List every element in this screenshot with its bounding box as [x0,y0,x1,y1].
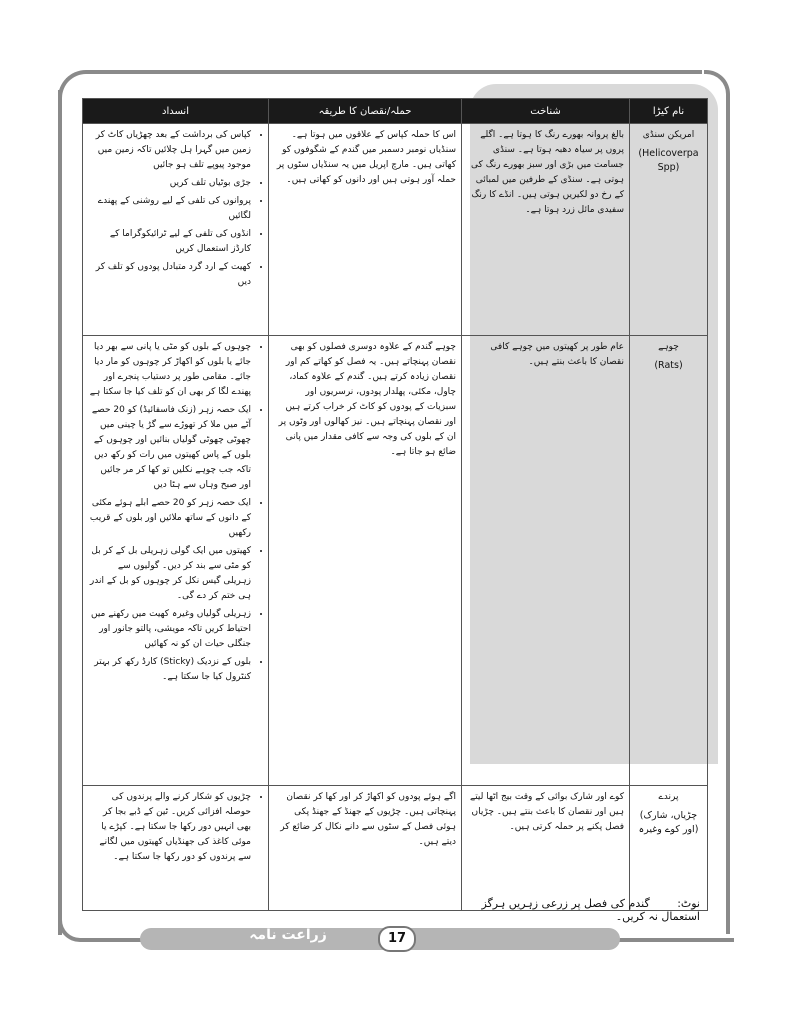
table-row [83,124,708,336]
header-identification: شناخت [462,99,630,124]
page-frame-left [58,90,68,935]
table-header-row [83,99,708,124]
pest-name: چوہے [658,342,679,352]
pest-name-cell [630,786,708,911]
page-number: 17 [378,926,416,952]
header-damage: حملہ/نقصان کا طریقہ [269,99,462,124]
list-item: • زہریلی گولیاں وغیرہ کھیت میں رکھنے میں احتیاط کریں تاکہ مویشی، پالتو جانور اور جنگلی حیات ان کو نہ کھائیں [88,607,251,652]
damage-cell: اگے ہوئے پودوں کو اکھاڑ کر اور کھا کر نقصان پہنچاتی ہیں۔ چڑیوں کے جھنڈ کے جھنڈ پکی ہوئی فصل کے سٹوں سے دانے نکال کر ضائع کر دیتے ہیں۔ [269,786,462,911]
pest-name-cell [630,124,708,336]
magazine-title: زراعت نامہ [249,927,327,943]
table-row [83,786,708,911]
list-item: • کھیتوں میں ایک گولی زہریلی بل کے کر بل کو مٹی سے بند کر دیں۔ گولیوں سے زہریلی گیس نکل کر چوہوں کو بل کے اندر ہی ختم کر دے گی۔ [88,544,251,604]
list-item: • پروانوں کی تلفی کے لیے روشنی کے پھندے لگائیں [88,194,251,224]
header-pest-name: نام کیڑا [630,99,708,124]
footnote-label: نوٹ: [677,897,700,910]
list-item: • کپاس کی برداشت کے بعد چھڑیاں کاٹ کر زمین میں گہرا ہل چلائیں تاکہ زمین میں موجود پیوپے تلف ہو جائیں [88,128,251,173]
control-cell [83,786,269,911]
control-list [88,790,263,865]
control-list [88,128,263,290]
control-list [88,340,263,685]
pest-table [82,98,708,911]
list-item: • ایک حصہ زہر (زنک فاسفائیڈ) کو 20 حصے آٹے میں ملا کر تھوڑے سے گڑ یا چینی میں چھوٹی چھوٹی گولیاں بنائیں اور چوہوں کے بلوں کے پاس کھیتوں میں رات کو رکھ دیں تاکہ جب چوہے نکلیں تو کھا کر مر جائیں اور صبح وہاں سے ہٹا دیں [88,403,251,493]
list-item: • چڑیوں کو شکار کرنے والے پرندوں کی حوصلہ افزائی کریں۔ ٹین کے ڈبے بجا کر بھی انہیں دور رکھا جا سکتا ہے۔ کپڑے یا موئی کاغذ کی جھنڈیاں کھیتوں میں لگانے سے پرندوں کو دور رکھا جا سکتا ہے۔ [88,790,251,865]
identification-cell: کوے اور شارک بوائی کے وقت بیج اٹھا لیتے ہیں اور نقصان کا باعث بنتے ہیں۔ چڑیاں فصل پکنے پر حملہ کرتی ہیں۔ [462,786,630,911]
list-item: • انڈوں کی تلفی کے لیے ٹرائیکوگراما کے کارڈز استعمال کریں [88,227,251,257]
control-cell [83,336,269,786]
damage-cell: چوہے گندم کے علاوہ دوسری فصلوں کو بھی نقصان پہنچاتے ہیں۔ یہ فصل کو کھاتے کم اور نقصان زیادہ کرتے ہیں۔ گندم کے علاوہ کماد، چاول، مکئی، پھلدار پودوں، نرسریوں اور سبزیات کے پودوں کو کاٹ کر خراب کرتے ہیں اور نقصان پہنچاتے ہیں۔ نیز کھالوں اور وٹوں پر ان کے بلوں کی وجہ سے کافی مقدار میں پانی ضائع ہو جاتا ہے۔ [269,336,462,786]
list-item: • چوہوں کے بلوں کو مٹی یا پانی سے بھر دیا جائے یا بلوں کو اکھاڑ کر چوہوں کو مار دیا جائے۔ مقامی طور پر دستیاب پنجرے اور پھندے لگا کر بھی ان کو تلف کیا جا سکتا ہے [88,340,251,400]
pest-scientific-name: (چڑیاں، شارک اور کوے وغیرہ) [638,810,699,835]
list-item: • جڑی بوٹیاں تلف کریں [88,176,251,191]
pest-scientific-name: (Rats) [654,360,683,371]
control-cell [83,124,269,336]
footnote-text: گندم کی فصل پر زرعی زہریں ہرگز استعمال نہ کریں۔ [481,897,700,923]
list-item: • ایک حصہ زہر کو 20 حصے ابلے ہوئے مکئی کے دانوں کے ساتھ ملائیں اور بلوں کے قریب رکھیں [88,496,251,541]
identification-cell: بالغ پروانہ بھورے رنگ کا ہوتا ہے۔ اگلے پروں پر سیاہ دھبہ ہوتا ہے۔ سنڈی جسامت میں بڑی اور سبز بھورے رنگ کی ہوتی ہے۔ سنڈی کے طرفین میں لمبائی کے رخ دو لکیریں ہوتی ہیں۔ انڈے کا رنگ سفیدی مائل زرد ہوتا ہے۔ [462,124,630,336]
damage-cell: اس کا حملہ کپاس کے علاقوں میں ہوتا ہے۔ سنڈیاں نومبر دسمبر میں گندم کے شگوفوں کو کھاتی ہیں۔ مارچ اپریل میں یہ سنڈیاں سٹوں پر حملہ آور ہوتی ہیں اور دانوں کو کھاتی ہیں۔ [269,124,462,336]
list-item: • کھیت کے ارد گرد متبادل پودوں کو تلف کر دیں [88,260,251,290]
pest-scientific-name: (Helicoverpa Spp) [638,148,699,173]
table-row [83,336,708,786]
pest-name: پرندے [658,792,679,802]
pest-name: امریکن سنڈی [642,130,695,140]
identification-cell: عام طور پر کھیتوں میں چوہے کافی نقصان کا باعث بنتے ہیں۔ [462,336,630,786]
pest-name-cell [630,336,708,786]
footnote [440,897,700,923]
header-control: انسداد [83,99,269,124]
list-item: • بلوں کے نزدیک (Sticky) کارڈ رکھ کر بہتر کنٹرول کیا جا سکتا ہے۔ [88,655,251,685]
